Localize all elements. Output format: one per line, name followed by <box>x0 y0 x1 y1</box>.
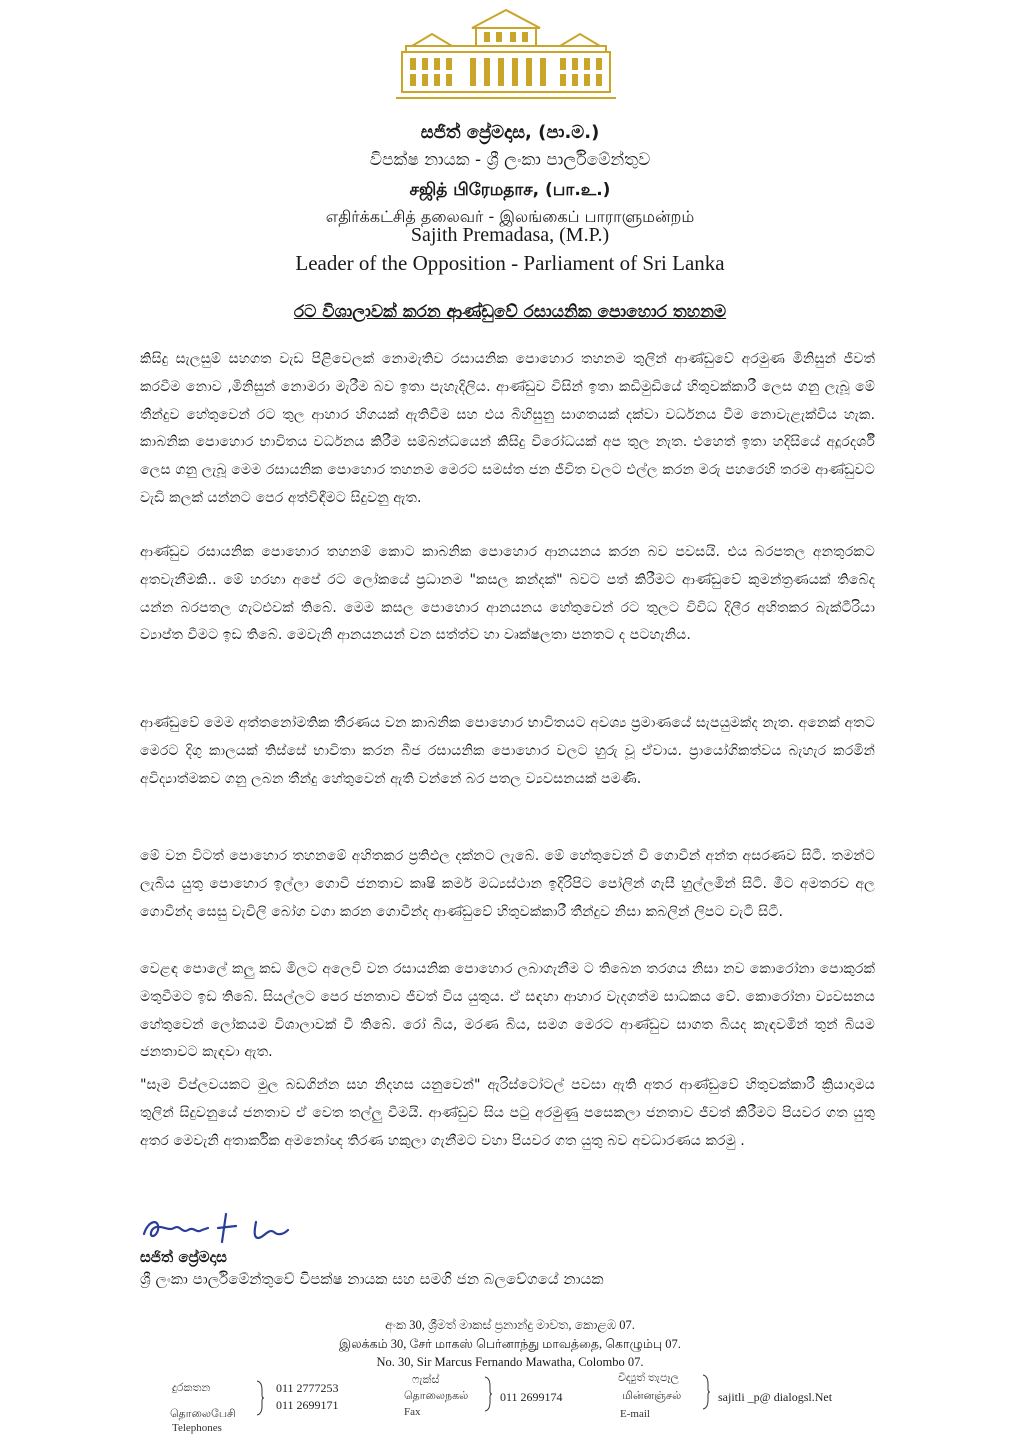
fax-label-sinhala: ෆැක්ස් <box>412 1374 440 1386</box>
paragraph-6: "සෑම විප්ලවයකට මුල බඩගින්න සහ නිදහස යනුවෙන්" ඇරිස්ටෝටල් පවසා ඇති අතර ආණ්ඩුවේ හිතුවක්කාරී ක්‍රියාදාමය තුලින් සිදුවනුයේ ජනතාව ඒ වෙත තල්ලු වීමයි. ආණ්ඩුව සිය පටු අරමුණු පසෙකලා ජනතාව ජීවත් කිරීමට පියවර ගත යුතු අතර මෙවැනි අතාර්කික අමනෝඥ තිරණ හකුලා ගැනීමට වහා පියවර ගත යුතු බව අවධාරණය කරමු . <box>140 1077 875 1149</box>
parliament-building-icon <box>392 6 620 104</box>
email-label-english: E-mail <box>620 1408 650 1420</box>
email-label-sinhala: විද්‍යුත් තැපෑල <box>618 1372 679 1384</box>
telephone-label-tamil: தொலைபேசி <box>170 1408 236 1420</box>
letterhead-role-sinhala: විපක්ෂ නායක - ශ්‍රී ලංකා පාර්ලිමේන්තුව <box>369 150 651 170</box>
address-english: No. 30, Sir Marcus Fernando Mawatha, Colombo 07. <box>376 1355 644 1369</box>
fax-label-english: Fax <box>404 1406 421 1418</box>
paragraph-2: ආණ්ඩුව රසායනික පොහොර තහනම් කොට කාබනික පොහොර ආනයනය කරන බව පවසයි. එය බරපතල අනතුරකට අතවැනීමකි.. මේ හරහා අපේ රට ලෝකයේ ප්‍රධානම "කසල කන්දක්" බවට පත් කිරීමට ආණ්ඩුවේ කුමන්ත්‍රණයක් තිබේද යන්න බරපතල ගැටළුවක් තිබේ. මෙම කසල පොහොර ආනයනය හේතුවෙන් රට තුලට විවිධ දිලීර අහිතකර බැක්ටීරියා ව්‍යාප්ත වීමට ඉඩ තිබේ. මෙවැනි ආනයනයන් වන සත්ත්ව හා වෘක්ෂලතා පනතට ද පටහැනිය. <box>140 544 875 644</box>
paragraph-1: කිසිදු සැලසුම් සහගත වැඩ පිළිවෙලක් නොමැතිව රසායනික පොහොර තහනම තුලින් ආණ්ඩුවේ අරමුණ මිනිසුන් ජීවත් කරවීම නොව ,මිනිසුන් නොමරා මැරීම බව ඉතා පැහැදිලිය. ආණ්ඩුව විසින් ඉතා කඩිමුඩියේ හිතුවක්කාරී ලෙස ගනු ලැබූ මේ තීන්දුව හේතුවෙන් රට තුල ආහාර හිගයක් ඇතිවීම සහ එය බිහිසුනු සාගතයක් දක්වා වර්ධනය වීම නොවැළැක්විය හැක. කාබනික පොහොර භාවිතය වර්ධනය කිරීම සම්බන්ධයෙන් කිසිදු විරෝධයක් අප තුල නැත. එහෙත් ඉතා හදිසියේ අදූරදර්ශී ලෙස ගනු ලැබූ මෙම රසායනික පොහොර තහනම මෙරට සමස්ත ජන ජීවිත වලට එල්ල කරන මරු පහරෙහි තරම ආණ්ඩුවට වැඩි කලක් යන්නට පෙර අත්විඳීමට සිදුවනු ඇත. <box>140 351 875 506</box>
telephone-number-2: 011 2699171 <box>276 1398 339 1412</box>
paragraph-3: ආණ්ඩුවේ මෙම අත්තනෝමතික තීරණය වන කාබනික පොහොර භාවිතයට අවශ්‍ය ප්‍රමාණයේ සැපයුමක්ද නැත. අනෙක් අතට මෙරට දිගු කාලයක් තිස්සේ භාවිතා කරන බීජ රසායනික පොහොර වලට හුරු වූ ඒවාය. ප්‍රායෝගිකත්වය බැහැර කරමින් අවිද්‍යාත්මකව ගනු ලබන තීන්දු හේතුවෙන් ඇති වන්නේ බර පතල ව්‍යවසනයක් පමණි. <box>140 715 875 787</box>
statement-title: රට විශාලාවක් කරන ආණ්ඩුවේ රසායනික පොහොර තහනම <box>293 302 727 322</box>
handwritten-signature <box>138 1208 298 1248</box>
email-label-tamil: மின்னஞ்சல் <box>622 1390 682 1402</box>
letterhead-role-english: Leader of the Opposition - Parliament of Sri Lanka <box>295 251 725 275</box>
telephone-brace-icon <box>256 1380 264 1416</box>
signatory-title: ශ්‍රී ලංකා පාර්ලිමේන්තුවේ විපක්ෂ නායක සහ සමගි ජන බලවේගයේ නායක <box>140 1270 604 1288</box>
signatory-name: සජිත් ප්‍රේමදාස <box>140 1248 227 1266</box>
email-address: sajitli _p@ dialogsl.Net <box>718 1390 833 1404</box>
address-sinhala: අංක 30, ශ්‍රීමත් මාකස් ප්‍රනාන්දු මාවත, කොළඹ 07. <box>385 1318 635 1332</box>
fax-label-tamil: தொலைநகல் <box>404 1390 469 1402</box>
telephone-number-1: 011 2777253 <box>276 1381 339 1395</box>
paragraph-4: මේ වන විටත් පොහොර තහනමේ අහිතකර ප්‍රතිඵල දක්නට ලැබේ. මේ හේතුවෙන් වී ගොවීන් අන්ත අසරණව සිටී. තමන්ට ලැබිය යුතු පොහොර ඉල්ලා ගොවි ජනතාව කෘෂි කර්ම මධ්‍යස්ථාන ඉදිරිපිට පෝලින් ගැසී හුල්ලමින් සිටී. මීට අමතරව අල ගොවීන්ද සෙසු වැවිලි බෝග වගා කරන ගොවීන්ද ආණ්ඩුවේ හිතුවක්කාරී තීන්දුව නිසා කබලින් ලිපට වැටී සිටී. <box>140 848 875 920</box>
paragraph-5: වෙළඳ පොලේ කලු කඩ මිලට අලෙවි වන රසායනික පොහොර ලබාගැනීම ට තිබෙන තරගය නිසා නව කොරෝනා පොකුරක් මතුවීමට ඉඩ තිබේ. සියල්ලට පෙර ජනතාව ජීවත් විය යුතුය. ඒ සඳහා ආහාර වැදගත්ම සාධකය වේ. කොරෝනා ව්‍යවසනය හේතුවෙන් ලෝකයම විශාලාවක් වී තිබේ. රෝ බිය, මරණ බිය, සමග මෙරට ආණ්ඩුව සාගත බියද කැඳවමින් තුන් බියම ජනතාවට කැඳවා ඇත. <box>140 961 875 1061</box>
letterhead-role-tamil: எதிர்க்கட்சித் தலைவர் - இலங்கைப் பாராளுமன்றம் <box>325 207 695 226</box>
fax-brace-icon <box>484 1376 492 1412</box>
email-brace-icon <box>702 1374 710 1410</box>
letterhead-name-tamil: சஜித் பிரேமதாச, (பா.உ.) <box>409 180 611 200</box>
letterhead-name-english: Sajith Premadasa, (M.P.) <box>410 224 610 246</box>
address-tamil: இலக்கம் 30, சேர் மாகஸ் பெர்னாந்து மாவத்தை, கொழும்பு 07. <box>339 1337 681 1351</box>
letterhead-name-sinhala: සජිත් ප්‍රේමදාස, (පා.ම.) <box>420 122 600 143</box>
telephone-label-sinhala: දුරකතන <box>172 1382 211 1394</box>
telephone-label-english: Telephones <box>172 1422 222 1434</box>
fax-number: 011 2699174 <box>500 1390 563 1404</box>
